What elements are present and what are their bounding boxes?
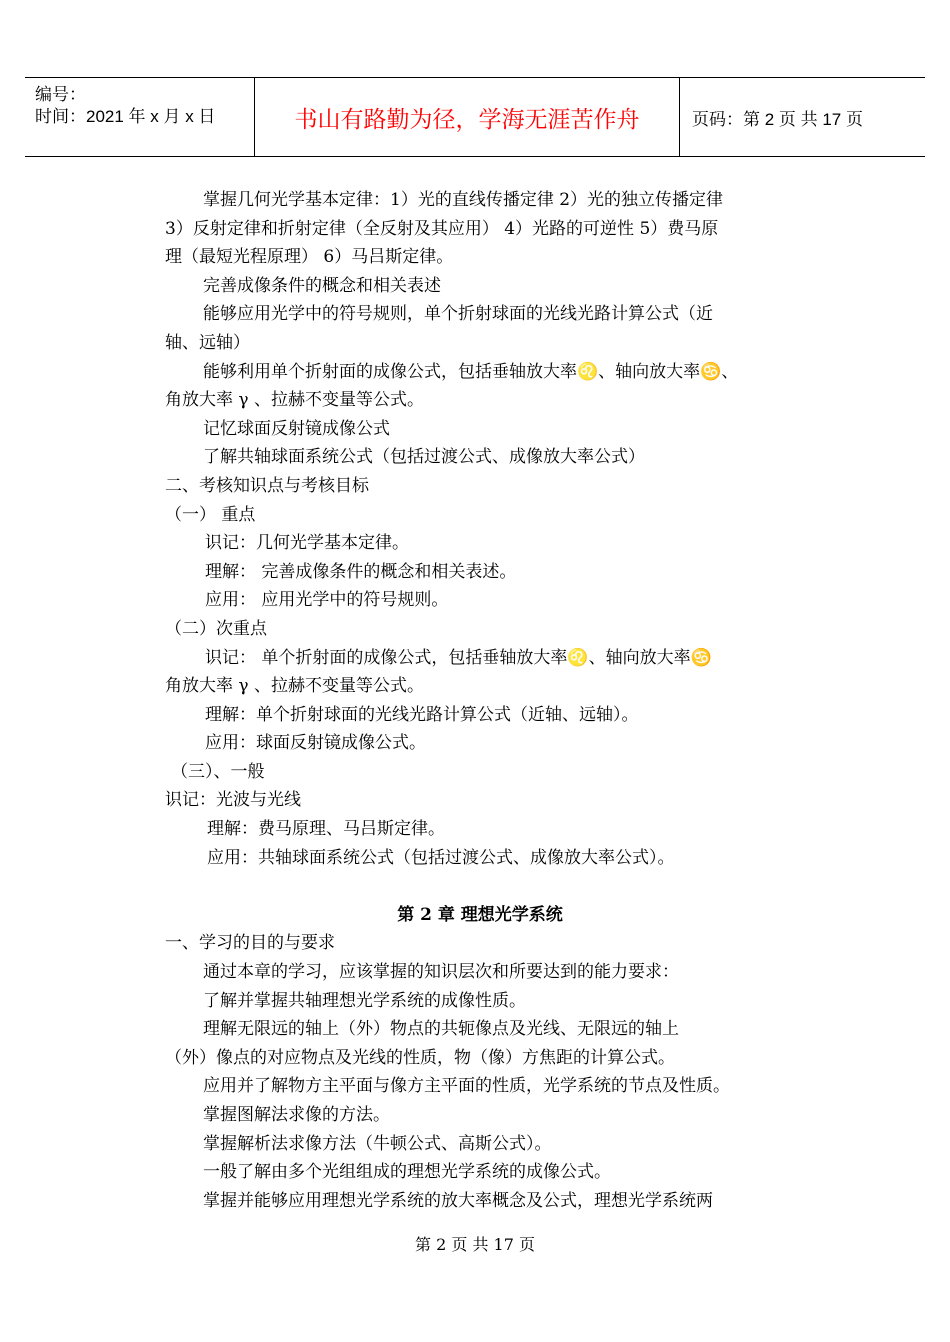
paragraph-line: 识记： 单个折射面的成像公式，包括垂轴放大率♌、轴向放大率♋ xyxy=(205,647,712,668)
paragraph-line: 掌握并能够应用理想光学系统的放大率概念及公式，理想光学系统两 xyxy=(203,1190,713,1211)
subsection-heading: （一） 重点 xyxy=(165,504,256,525)
paragraph-line: （外）像点的对应物点及光线的性质，物（像）方焦距的计算公式。 xyxy=(165,1047,675,1068)
header-left-cell xyxy=(25,78,255,156)
paragraph-line: 角放大率 γ 、拉赫不变量等公式。 xyxy=(165,676,424,697)
paragraph-line: 掌握图解法求像的方法。 xyxy=(203,1105,390,1125)
section-heading: 一、学习的目的与要求 xyxy=(165,933,335,954)
paragraph-line: 识记：几何光学基本定律。 xyxy=(205,533,409,554)
subsection-heading: （三）、一般 xyxy=(171,761,265,782)
subsection-heading: （二）次重点 xyxy=(165,618,267,639)
paragraph-line: 识记：光波与光线 xyxy=(165,790,301,811)
paragraph-line: 3）反射定律和折射定律（全反射及其应用） 4）光路的可逆性 5）费马原 xyxy=(165,218,719,239)
paragraph-line: 理解： 完善成像条件的概念和相关表述。 xyxy=(205,561,517,582)
paragraph-line: 能够利用单个折射面的成像公式，包括垂轴放大率♌、轴向放大率♋、 xyxy=(203,361,739,382)
paragraph-line: 角放大率 γ 、拉赫不变量等公式。 xyxy=(165,390,424,411)
paragraph-line: 能够应用光学中的符号规则，单个折射球面的光线光路计算公式（近 xyxy=(203,304,713,325)
paragraph-line: 记忆球面反射镜成像公式 xyxy=(203,418,390,439)
document-body xyxy=(165,186,795,1215)
paragraph-line: 应用： 应用光学中的符号规则。 xyxy=(205,590,449,611)
page-footer: 第 2 页 共 17 页 xyxy=(415,1235,535,1254)
paragraph-line: 了解并掌握共轴理想光学系统的成像性质。 xyxy=(203,990,526,1011)
blank-line xyxy=(165,872,795,901)
document-number-label: 编号： xyxy=(35,85,86,104)
paragraph-line: 一般了解由多个光组组成的理想光学系统的成像公式。 xyxy=(203,1162,611,1183)
paragraph-line: 通过本章的学习，应该掌握的知识层次和所要达到的能力要求： xyxy=(203,962,679,983)
paragraph-line: 应用：共轴球面系统公式（包括过渡公式、成像放大率公式）。 xyxy=(207,847,675,868)
paragraph-line: 应用：球面反射镜成像公式。 xyxy=(205,733,426,754)
document-time-label: 时间：2021 年 x 月 x 日 xyxy=(35,107,216,126)
paragraph-line: 轴、远轴） xyxy=(165,332,250,353)
paragraph-line: 完善成像条件的概念和相关表述 xyxy=(203,275,441,296)
paragraph-line: 掌握解析法求像方法（牛顿公式、高斯公式）。 xyxy=(203,1133,552,1154)
paragraph-line: 理（最短光程原理） 6）马吕斯定律。 xyxy=(165,247,454,268)
section-heading: 二、考核知识点与考核目标 xyxy=(165,475,369,496)
paragraph-line: 理解：单个折射球面的光线光路计算公式（近轴、远轴）。 xyxy=(205,704,639,725)
header-motto: 书山有路勤为径，学海无涯苦作舟 xyxy=(255,78,680,156)
chapter-title: 第 2 章 理想光学系统 xyxy=(397,904,563,925)
paragraph-line: 了解共轴球面系统公式（包括过渡公式、成像放大率公式） xyxy=(203,447,645,468)
paragraph-line: 掌握几何光学基本定律：1）光的直线传播定律 2）光的独立传播定律 xyxy=(203,190,724,210)
paragraph-line: 理解：费马原理、马吕斯定律。 xyxy=(207,819,445,840)
header-page-info: 页码：第 2 页 共 17 页 xyxy=(692,109,863,129)
paragraph-line: 应用并了解物方主平面与像方主平面的性质，光学系统的节点及性质。 xyxy=(203,1076,730,1097)
paragraph-line: 理解无限远的轴上（外）物点的共轭像点及光线、无限远的轴上 xyxy=(203,1019,679,1040)
page-header xyxy=(25,77,925,157)
